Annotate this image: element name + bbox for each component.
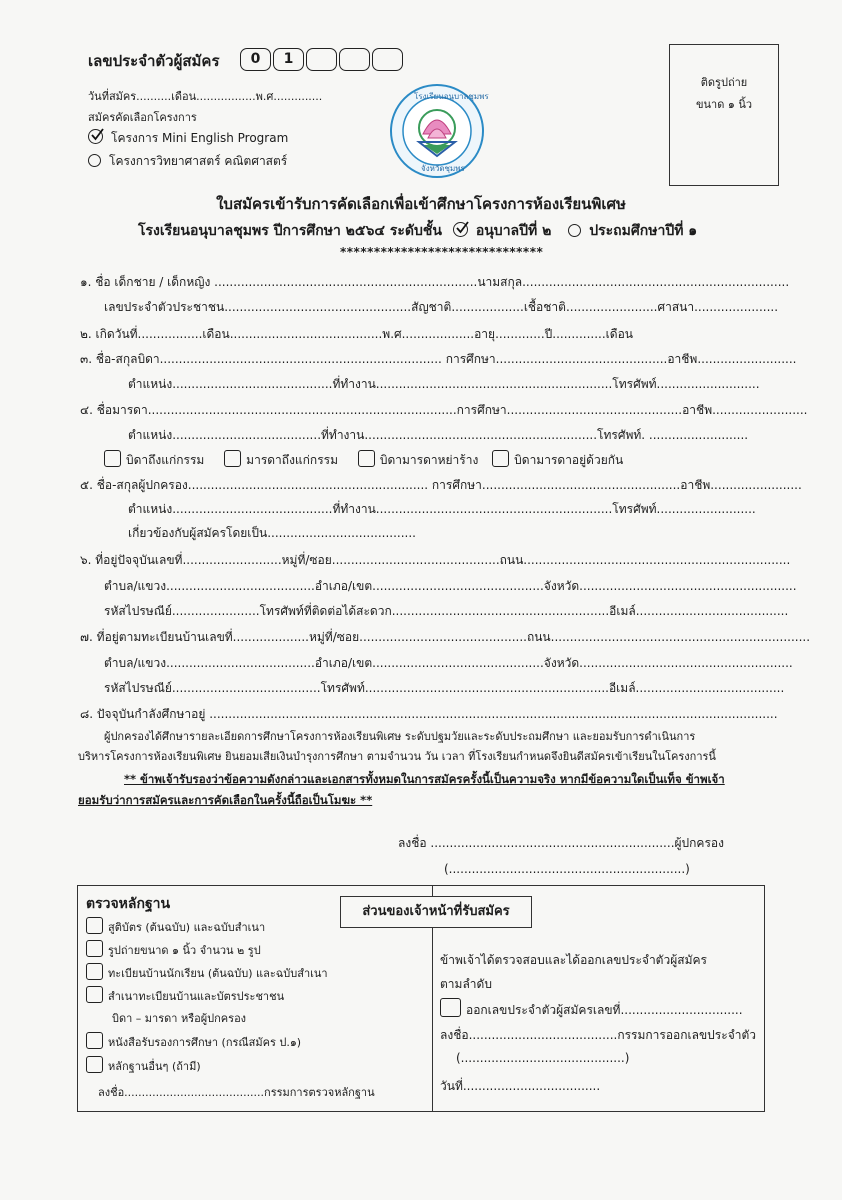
photo-box-line2: ขนาด ๑ นิ้ว bbox=[695, 98, 753, 111]
guardian-relation-line[interactable]: เกี่ยวข้องกับผู้สมัครโดยเป็น....................................... bbox=[128, 526, 416, 540]
status-option-father-deceased[interactable]: บิดาถึงแก่กรรม bbox=[104, 453, 204, 467]
applicant-id-label: เลขประจำตัวผู้สมัคร bbox=[88, 52, 220, 70]
current-address-line[interactable]: ๖. ที่อยู่ปัจจุบันเลขที่..........................หมู่ที่/ซอย............................................ถนน...................................................................... bbox=[80, 553, 791, 567]
guardian-signature-line[interactable]: ลงชื่อ ................................................................ผู้ปกครอง bbox=[398, 836, 724, 850]
evidence-item-other[interactable]: หลักฐานอื่นๆ (ถ้ามี) bbox=[86, 1056, 201, 1075]
evidence-title: ตรวจหลักฐาน bbox=[86, 896, 171, 912]
logo-text-top: โรงเรียนอนุบาลชุมพร bbox=[414, 92, 489, 101]
checkbox-icon[interactable] bbox=[86, 1032, 103, 1049]
staff-issue-id-line[interactable]: ออกเลขประจำตัวผู้สมัครเลขที่................................ bbox=[440, 998, 743, 1020]
apply-date-line[interactable]: วันที่สมัคร..........เดือน.................พ.ศ.............. bbox=[88, 90, 323, 103]
checkbox-icon[interactable] bbox=[86, 986, 103, 1003]
applicant-id-digit-5[interactable] bbox=[372, 48, 403, 71]
current-school-line[interactable]: ๘. ปัจจุบันกำลังศึกษาอยู่ ..................................................................................................................................................... bbox=[80, 707, 778, 721]
school-year-text: โรงเรียนอนุบาลชุมพร ปีการศึกษา ๒๕๖๔ ระดับชั้น bbox=[138, 223, 442, 239]
applicant-id-digit-2[interactable]: 1 bbox=[273, 48, 304, 71]
applicant-id-digit-3[interactable] bbox=[306, 48, 337, 71]
title-stars: ****************************** bbox=[340, 245, 544, 259]
checkbox-icon[interactable] bbox=[440, 998, 461, 1017]
checkbox-icon[interactable] bbox=[86, 963, 103, 980]
checkbox-icon[interactable] bbox=[86, 917, 103, 934]
logo-text-bottom: จังหวัดชุมพร bbox=[421, 164, 465, 173]
form-title: ใบสมัครเข้ารับการคัดเลือกเพื่อเข้าศึกษาโครงการห้องเรียนพิเศษ bbox=[216, 195, 626, 213]
status-option-together[interactable]: บิดามารดาอยู่ด้วยกัน bbox=[492, 453, 623, 467]
form-subtitle bbox=[138, 220, 697, 242]
evidence-item-parent-docs-sub: บิดา – มารดา หรือผู้ปกครอง bbox=[112, 1012, 247, 1025]
registered-address-line[interactable]: ๗. ที่อยู่ตามทะเบียนบ้านเลขที่....................หมู่ที่/ซอย............................................ถนน.................................................................... bbox=[80, 630, 811, 644]
staff-signature-line[interactable]: ลงชื่อ.......................................กรรมการออกเลขประจำตัว bbox=[440, 1028, 756, 1042]
checked-circle-icon[interactable] bbox=[453, 222, 468, 237]
staff-text-line2: ตามลำดับ bbox=[440, 977, 492, 991]
applicant-id-digit-1[interactable]: 0 bbox=[240, 48, 271, 71]
guardian-signature-name[interactable]: (..............................................................) bbox=[444, 862, 690, 876]
evidence-item-birth-cert[interactable]: สูติบัตร (ต้นฉบับ) และฉบับสำเนา bbox=[86, 917, 265, 936]
evidence-item-school-cert[interactable]: หนังสือรับรองการศึกษา (กรณีสมัคร ป.๑) bbox=[86, 1032, 301, 1051]
registered-contact-line[interactable]: รหัสไปรษณีย์.......................................โทรศัพท์................................................................อีเมล์....................................... bbox=[104, 681, 785, 695]
program-option-mini-english[interactable] bbox=[88, 129, 288, 148]
student-name-line[interactable]: ๑. ชื่อ เด็กชาย / เด็กหญิง .....................................................................นามสกุล...................................................................... bbox=[80, 275, 790, 289]
guardian-work-line[interactable]: ตำแหน่ง..........................................ที่ทำงาน..............................................................โทรศัพท์.......................... bbox=[128, 502, 756, 516]
evidence-item-house-reg[interactable]: ทะเบียนบ้านนักเรียน (ต้นฉบับ) และฉบับสำเนา bbox=[86, 963, 328, 982]
staff-section-title: ส่วนของเจ้าหน้าที่รับสมัคร bbox=[340, 896, 532, 928]
photo-box[interactable] bbox=[669, 44, 779, 186]
evidence-signature-line[interactable]: ลงชื่อ........................................กรรมการตรวจหลักฐาน bbox=[98, 1086, 375, 1099]
father-work-line[interactable]: ตำแหน่ง..........................................ที่ทำงาน..............................................................โทรศัพท์........................... bbox=[128, 377, 760, 391]
certification-line1: ** ข้าพเจ้ารับรองว่าข้อความดังกล่าวและเอกสารทั้งหมดในการสมัครครั้งนี้เป็นความจริง หากมีข้อความใดเป็นเท็จ ข้าพเจ้า bbox=[124, 772, 725, 786]
student-id-nationality-line[interactable]: เลขประจำตัวประชาชน.................................................สัญชาติ...................เชื้อชาติ........................ศาสนา...................... bbox=[104, 300, 779, 314]
staff-text-line1: ข้าพเจ้าได้ตรวจสอบและได้ออกเลขประจำตัวผู้สมัคร bbox=[440, 953, 707, 967]
status-option-divorced[interactable]: บิดามารดาหย่าร้าง bbox=[358, 453, 479, 467]
school-logo bbox=[388, 82, 489, 180]
evidence-item-parent-docs[interactable]: สำเนาทะเบียนบ้านและบัตรประชาชน bbox=[86, 986, 284, 1005]
radio-circle-icon[interactable] bbox=[88, 154, 101, 167]
checked-circle-icon[interactable] bbox=[88, 129, 103, 144]
checkbox-icon[interactable] bbox=[86, 1056, 103, 1073]
applicant-id-digit-4[interactable] bbox=[339, 48, 370, 71]
program-option-science-math[interactable] bbox=[88, 152, 287, 171]
program-choice-label: สมัครคัดเลือกโครงการ bbox=[88, 111, 197, 124]
level-kindergarten-2: อนุบาลปีที่ ๒ bbox=[475, 223, 552, 239]
parent-status-row bbox=[104, 450, 623, 470]
program-option-label: โครงการวิทยาศาสตร์ คณิตศาสตร์ bbox=[109, 154, 288, 168]
checkbox-icon[interactable] bbox=[86, 940, 103, 957]
status-option-mother-deceased[interactable]: มารดาถึงแก่กรรม bbox=[224, 453, 338, 467]
checkbox-icon[interactable] bbox=[358, 450, 375, 467]
mother-work-line[interactable]: ตำแหน่ง.......................................ที่ทำงาน.............................................................โทรศัพท์. .......................... bbox=[128, 428, 749, 442]
evidence-item-photo[interactable]: รูปถ่ายขนาด ๑ นิ้ว จำนวน ๒ รูป bbox=[86, 940, 261, 959]
checkbox-icon[interactable] bbox=[224, 450, 241, 467]
certification-line2: ยอมรับว่าการสมัครและการคัดเลือกในครั้งนี้ถือเป็นโมฆะ ** bbox=[78, 793, 373, 807]
radio-circle-icon[interactable] bbox=[568, 224, 581, 237]
birthdate-line[interactable]: ๒. เกิดวันที่.................เดือน........................................พ.ศ...................อายุ.............ปี..............เดือน bbox=[80, 327, 633, 341]
guardian-name-line[interactable]: ๕. ชื่อ-สกุลผู้ปกครอง............................................................... การศึกษา....................................................อาชีพ........................ bbox=[80, 478, 802, 492]
staff-date-line[interactable]: วันที่.................................... bbox=[440, 1079, 601, 1093]
checkbox-icon[interactable] bbox=[492, 450, 509, 467]
staff-signature-name[interactable]: (...........................................) bbox=[456, 1051, 630, 1065]
program-option-label: โครงการ Mini English Program bbox=[111, 131, 289, 145]
current-district-line[interactable]: ตำบล/แขวง.......................................อำเภอ/เขต.............................................จังหวัด......................................................... bbox=[104, 579, 797, 593]
consent-text-line1: ผู้ปกครองได้ศึกษารายละเอียดการศึกษาโครงการห้องเรียนพิเศษ ระดับปฐมวัยและระดับประถมศึกษา และยอมรับการดำเนินการ bbox=[104, 730, 696, 743]
consent-text-line2: บริหารโครงการห้องเรียนพิเศษ ยินยอมเสียเงินบำรุงการศึกษา ตามจำนวน วัน เวลา ที่โรงเรียนกำหนดจึงยินดีสมัครเข้าเรียนในโครงการนี้ bbox=[78, 750, 716, 763]
current-contact-line[interactable]: รหัสไปรษณีย์.......................โทรศัพท์ที่ติดต่อได้สะดวก.........................................................อีเมล์........................................ bbox=[104, 604, 789, 618]
photo-box-line1: ติดรูปถ่าย bbox=[700, 76, 748, 89]
mother-name-line[interactable]: ๔. ชื่อมารดา.................................................................................การศึกษา..............................................อาชีพ......................... bbox=[80, 403, 808, 417]
registered-district-line[interactable]: ตำบล/แขวง.......................................อำเภอ/เขต.............................................จังหวัด........................................................ bbox=[104, 656, 793, 670]
checkbox-icon[interactable] bbox=[104, 450, 121, 467]
father-name-line[interactable]: ๓. ชื่อ-สกุลบิดา.......................................................................... การศึกษา.............................................อาชีพ.......................... bbox=[80, 352, 797, 366]
level-primary-1: ประถมศึกษาปีที่ ๑ bbox=[589, 223, 698, 239]
